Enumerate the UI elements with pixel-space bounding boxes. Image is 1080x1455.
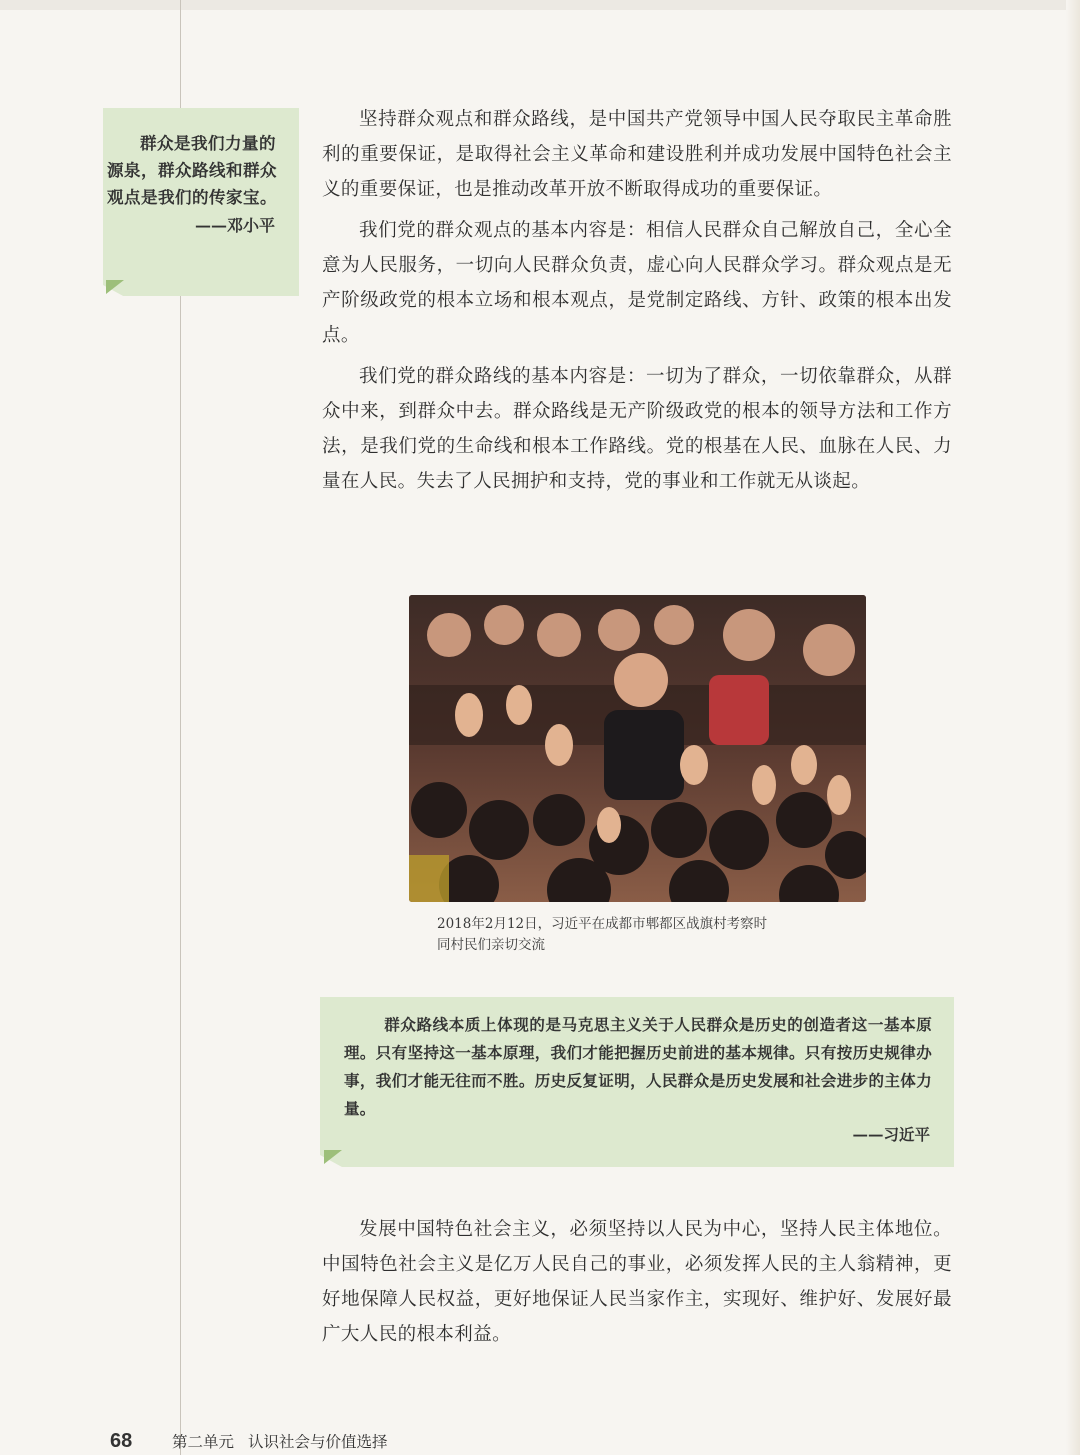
quote-corner-marker-icon [324,1150,342,1164]
paragraph: 我们党的群众路线的基本内容是：一切为了群众，一切依靠群众，从群众中来，到群众中去。群众路线是无产阶级政党的根本的领导方法和工作方法，是我们党的生命线和根本工作路线。党的根基在人民、血脉在人民、力量在人民。失去了人民拥护和支持，党的事业和工作就无从谈起。 [322,366,952,492]
quote-box [320,997,954,1167]
crowd-photo [409,595,866,902]
footer-title: 认识社会与价值选择 [248,1433,388,1451]
page-footer [110,1430,388,1455]
side-quote-attribution: ——邓小平 [194,216,275,235]
main-text [322,102,952,505]
page-edge-shadow [1066,0,1080,1455]
quote-corner-marker-icon [106,280,124,294]
page-number: 68 [110,1430,133,1452]
caption-line: 2018年2月12日，习近平在成都市郫都区战旗村考察时 [437,916,768,932]
quote-text: 群众路线本质上体现的是马克思主义关于人民群众是历史的创造者这一基本原理。只有坚持这一基本原理，我们才能把握历史前进的基本规律。只有按历史规律办事，我们才能无往而不胜。历史反复证明，人民群众是历史发展和社会进步的主体力量。 [344,1015,932,1118]
crowd-photo-illustration [409,595,866,902]
bottom-text [322,1212,952,1358]
caption-line: 同村民们亲切交流 [437,937,545,953]
photo-caption [437,914,857,956]
side-quote-text: 群众是我们力量的源泉，群众路线和群众观点是我们的传家宝。 [107,134,277,207]
footer-unit: 第二单元 [172,1433,235,1451]
paragraph: 发展中国特色社会主义，必须坚持以人民为中心，坚持人民主体地位。中国特色社会主义是亿万人民自己的事业，必须发挥人民的主人翁精神，更好地保障人民权益，更好地保证人民当家作主，实现好、维护好、发展好最广大人民的根本利益。 [322,1219,952,1345]
paragraph: 坚持群众观点和群众路线，是中国共产党领导中国人民夺取民主革命胜利的重要保证，是取得社会主义革命和建设胜利并成功发展中国特色社会主义的重要保证，也是推动改革开放不断取得成功的重要保证。 [322,109,952,200]
paragraph: 我们党的群众观点的基本内容是：相信人民群众自己解放自己，全心全意为人民服务，一切向人民群众负责，虚心向人民群众学习。群众观点是无产阶级政党的根本立场和根本观点，是党制定路线、方针、政策的根本出发点。 [322,220,952,346]
side-quote-box [103,108,299,296]
quote-attribution: ——习近平 [852,1125,930,1144]
top-edge [0,0,1080,10]
